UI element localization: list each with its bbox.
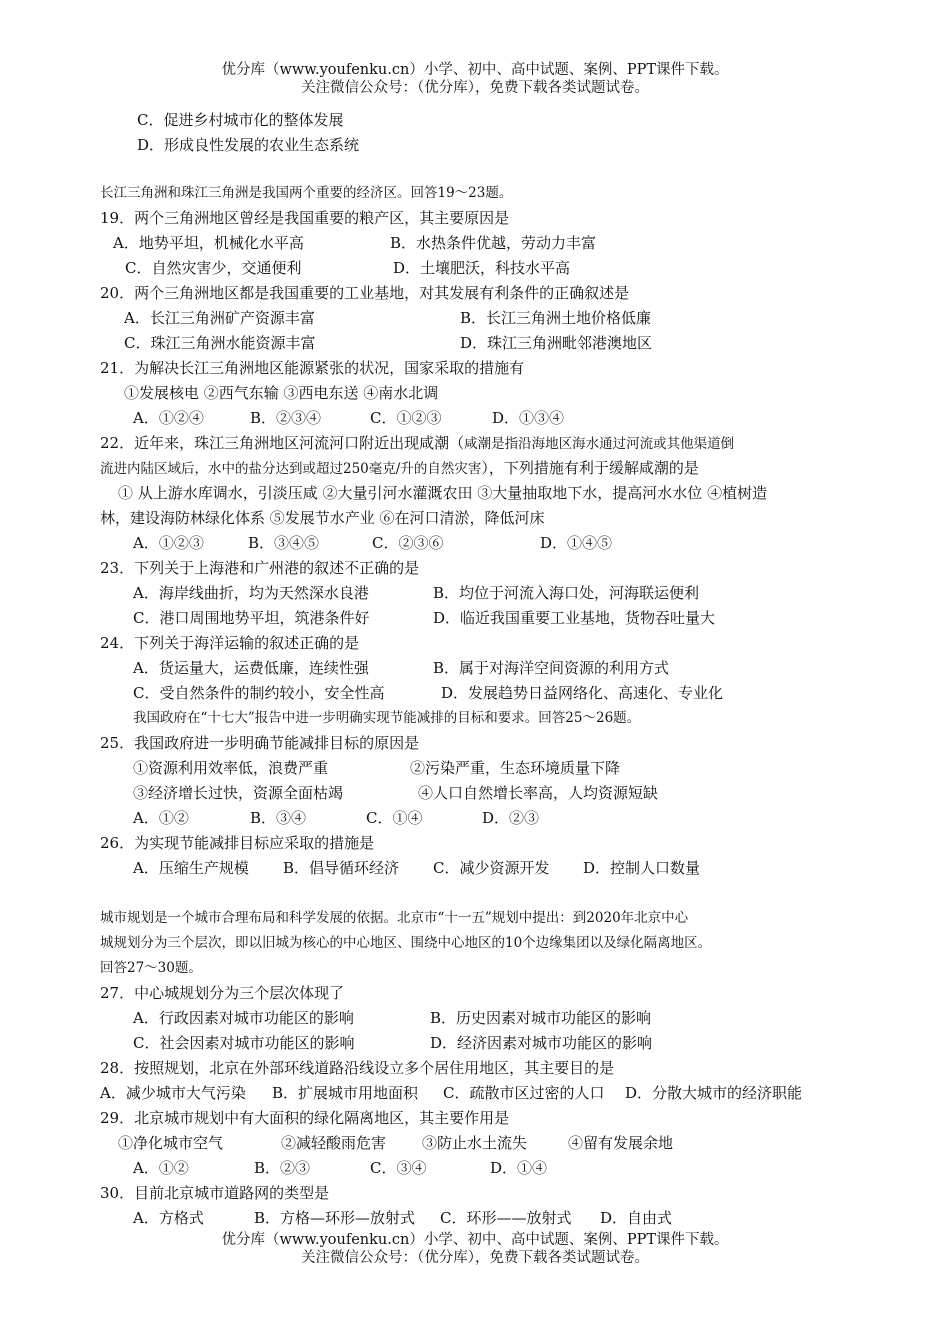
q21-option-b: B．②③④	[250, 409, 322, 427]
q25-item-3: ③经济增长过快，资源全面枯竭	[133, 784, 344, 802]
q27-option-d: D．经济因素对城市功能区的影响	[430, 1034, 653, 1052]
q25-option-c: C．①④	[366, 809, 423, 827]
q28-option-a: A．减少城市大气污染	[100, 1084, 246, 1102]
q22-option-a: A．①②③	[133, 534, 204, 552]
q22-stem-2b: ），下列措施有利于缓解咸潮的是	[481, 459, 699, 477]
q19-option-d: D．土壤肥沃，科技水平高	[393, 259, 571, 277]
q22-items-line-2: 林，建设海防林绿化体系 ⑤发展节水产业 ⑥在河口清淤，降低河床	[100, 509, 545, 527]
q25-option-a: A．①②	[133, 809, 189, 827]
q28-option-c: C．疏散市区过密的人口	[443, 1084, 605, 1102]
q23-option-b: B．均位于河流入海口处，河海联运便利	[433, 584, 700, 602]
q25-option-b: B．③④	[250, 809, 307, 827]
q23-stem: 23．下列关于上海港和广州港的叙述不正确的是	[100, 559, 420, 577]
q24-option-c: C．受自然条件的制约较小，安全性高	[133, 684, 385, 702]
q19-stem: 19．两个三角洲地区曾经是我国重要的粮产区，其主要原因是	[100, 209, 510, 227]
q22-stem-1a: 22．近年来，珠江三角洲地区河流河口附近出现咸潮（	[100, 434, 465, 452]
q18-option-c: C．促进乡村城市化的整体发展	[137, 111, 344, 129]
q23-option-a: A．海岸线曲折，均为天然深水良港	[133, 584, 369, 602]
intro-27-30-line-3: 回答27～30题。	[100, 960, 202, 976]
q23-option-c: C．港口周围地势平坦，筑港条件好	[133, 609, 370, 627]
q22-option-b: B．③④⑤	[248, 534, 320, 552]
header-line-1: 优分库（www.youfenku.cn）小学、初中、高中试题、案例、PPT课件下载。	[221, 62, 729, 78]
q22-option-d: D．①④⑤	[540, 534, 613, 552]
q30-stem: 30．目前北京城市道路网的类型是	[100, 1184, 330, 1202]
intro-19-23: 长江三角洲和珠江三角洲是我国两个重要的经济区。回答19～23题。	[100, 185, 513, 201]
q29-item-4: ④留有发展余地	[568, 1134, 674, 1152]
q22-option-c: C．②③⑥	[372, 534, 444, 552]
q29-option-d: D．①④	[490, 1159, 548, 1177]
q25-item-4: ④人口自然增长率高，人均资源短缺	[418, 784, 659, 802]
q20-stem: 20．两个三角洲地区都是我国重要的工业基地，对其发展有利条件的正确叙述是	[100, 284, 630, 302]
q27-stem: 27．中心城规划分为三个层次体现了	[100, 984, 345, 1002]
q24-stem: 24．下列关于海洋运输的叙述正确的是	[100, 634, 360, 652]
q29-option-b: B．②③	[254, 1159, 311, 1177]
header-line-2: 关注微信公众号：（优分库），免费下载各类试题试卷。	[301, 80, 649, 96]
q21-option-d: D．①③④	[492, 409, 565, 427]
q27-option-c: C．社会因素对城市功能区的影响	[133, 1034, 355, 1052]
q20-option-a: A．长江三角洲矿产资源丰富	[124, 309, 315, 327]
q19-option-b: B．水热条件优越，劳动力丰富	[390, 234, 597, 252]
q23-option-d: D．临近我国重要工业基地，货物吞吐量大	[433, 609, 716, 627]
q24-option-d: D．发展趋势日益网络化、高速化、专业化	[441, 684, 724, 702]
q22-stem-2a: 流进内陆区域后，水中的盐分达到或超过250毫克/升的自然灾害	[100, 461, 482, 477]
q26-stem: 26．为实现节能减排目标应采取的措施是	[100, 834, 375, 852]
q30-option-b: B．方格—环形—放射式	[254, 1209, 416, 1227]
q21-stem: 21．为解决长江三角洲地区能源紧张的状况，国家采取的措施有	[100, 359, 525, 377]
footer-line-1: 优分库（www.youfenku.cn）小学、初中、高中试题、案例、PPT课件下载。	[221, 1232, 729, 1248]
q20-option-d: D．珠江三角洲毗邻港澳地区	[460, 334, 653, 352]
q26-option-d: D．控制人口数量	[583, 859, 701, 877]
q27-option-a: A．行政因素对城市功能区的影响	[133, 1009, 354, 1027]
q30-option-a: A．方格式	[133, 1209, 204, 1227]
q24-option-a: A．货运量大，运费低廉，连续性强	[133, 659, 369, 677]
q22-stem-1b: 咸潮是指沿海地区海水通过河流或其他渠道倒	[464, 436, 735, 452]
q28-option-b: B．扩展城市用地面积	[272, 1084, 419, 1102]
q30-option-d: D．自由式	[600, 1209, 673, 1227]
q28-stem: 28．按照规划，北京在外部环线道路沿线设立多个居住用地区，其主要目的是	[100, 1059, 615, 1077]
q30-option-c: C．环形——放射式	[440, 1209, 572, 1227]
q19-option-a: A．地势平坦，机械化水平高	[113, 234, 304, 252]
footer-line-2: 关注微信公众号：（优分库），免费下载各类试题试卷。	[301, 1250, 649, 1266]
q28-option-d: D．分散大城市的经济职能	[625, 1084, 803, 1102]
q26-option-a: A．压缩生产规模	[133, 859, 249, 877]
q27-option-b: B．历史因素对城市功能区的影响	[430, 1009, 652, 1027]
q25-option-d: D．②③	[482, 809, 540, 827]
intro-25-26: 我国政府在“十七大”报告中进一步明确实现节能减排的目标和要求。回答25～26题。	[133, 710, 641, 726]
q29-item-3: ③防止水土流失	[422, 1134, 528, 1152]
q22-items-line-1: ① 从上游水库调水，引淡压咸 ②大量引河水灌溉农田 ③大量抽取地下水，提高河水水位 ④植树造	[118, 484, 768, 502]
q25-item-1: ①资源利用效率低，浪费严重	[133, 759, 329, 777]
q20-option-b: B．长江三角洲土地价格低廉	[460, 309, 652, 327]
q29-stem: 29．北京城市规划中有大面积的绿化隔离地区，其主要作用是	[100, 1109, 510, 1127]
q29-item-1: ①净化城市空气	[118, 1134, 224, 1152]
q26-option-c: C．减少资源开发	[433, 859, 550, 877]
q21-items: ①发展核电 ②西气东输 ③西电东送 ④南水北调	[124, 384, 439, 402]
q29-option-c: C．③④	[370, 1159, 427, 1177]
q25-item-2: ②污染严重，生态环境质量下降	[410, 759, 621, 777]
intro-27-30-line-2: 城规划分为三个层次，即以旧城为核心的中心地区、围绕中心地区的10个边缘集团以及绿化隔离地区。	[100, 935, 712, 951]
q21-option-a: A．①②④	[133, 409, 204, 427]
intro-27-30-line-1: 城市规划是一个城市合理布局和科学发展的依据。北京市“十一五”规划中提出：到2020年北京中心	[100, 910, 689, 926]
q19-option-c: C．自然灾害少，交通便利	[125, 259, 302, 277]
q24-option-b: B．属于对海洋空间资源的利用方式	[433, 659, 670, 677]
q25-stem: 25．我国政府进一步明确节能减排目标的原因是	[100, 734, 420, 752]
q29-option-a: A．①②	[133, 1159, 189, 1177]
q21-option-c: C．①②③	[370, 409, 442, 427]
q29-item-2: ②减轻酸雨危害	[281, 1134, 387, 1152]
q18-option-d: D．形成良性发展的农业生态系统	[137, 136, 360, 154]
q20-option-c: C．珠江三角洲水能资源丰富	[124, 334, 316, 352]
q26-option-b: B．倡导循环经济	[283, 859, 400, 877]
q22-stem-line-2	[100, 456, 699, 481]
q22-stem-line-1	[100, 431, 734, 456]
